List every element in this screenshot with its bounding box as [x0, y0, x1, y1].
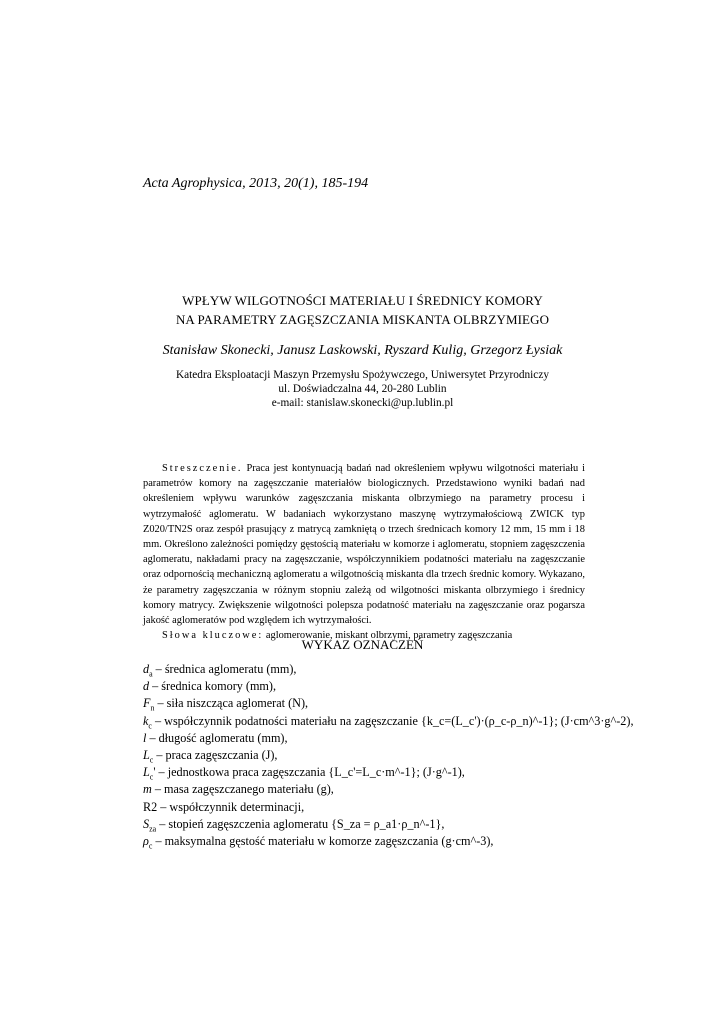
abstract: [143, 461, 585, 643]
abstract-text: Praca jest kontynuacją badań nad określeniem wpływu wilgotności materiału i parametrów komory na zagęszczanie materiałów biologicznych. Przedstawiono wyniki badań nad określeniem wpływu warunków zagęszczania miskanta olbrzymiego na parametry procesu i wytrzymałość aglomeratu. W badaniach wykorzystano maszynę wytrzymałościową ZWICK typ Z020/TN2S oraz zespół prasujący z matrycą zamkniętą o trzech średnicach komory 12 mm, 15 mm i 18 mm. Określono zależności pomiędzy gęstością materiału w komorze i aglomeratu, stopniem zagęszczenia aglomeratu, nakładami pracy na zagęszczanie, współczynnikiem podatności materiału na zagęszczanie oraz odpornością mechaniczną aglomeratu a wilgotnością miskanta dla trzech średnic komory. Wykazano, że parametry zagęszczania w różnym stopniu zależą od wilgotności miskanta olbrzymiego i średnicy komory matrycy. Zwiększenie wilgotności polepsza podatność materiału na zagęszczanie oraz pogarsza jakość aglomeratów pod względem ich wytrzymałości.: [143, 463, 585, 627]
symbol-item: $L_c'$ – jednostkowa praca zagęszczania {L_c'=L_c·m^-1}; (J·g^-1),: [143, 765, 465, 782]
affiliation-address: ul. Doświadczalna 44, 20-280 Lublin: [278, 383, 447, 395]
authors: Stanisław Skonecki, Janusz Laskowski, Ryszard Kulig, Grzegorz Łysiak: [162, 343, 563, 358]
keywords-text: aglomerowanie, miskant olbrzymi, parametry zagęszczania: [265, 630, 513, 642]
symbol-item: $L_c$ – praca zagęszczania (J),: [143, 748, 278, 765]
journal-citation: Acta Agrophysica, 2013, 20(1), 185-194: [143, 176, 369, 191]
abstract-body: [143, 461, 585, 628]
symbol-item: $d_a$ – średnica aglomeratu (mm),: [143, 662, 297, 679]
keywords-label: Słowa kluczowe:: [162, 630, 264, 642]
symbol-item: $k_c$ – współczynnik podatności materiału na zagęszczanie {k_c=(L_c')·(ρ_c-ρ_n)^-1}; (J·cm^3·g^-2),: [143, 713, 634, 731]
symbol-item: l – długość aglomeratu (mm),: [143, 730, 288, 745]
section-title: WYKAZ OZNACZEŃ: [301, 637, 424, 652]
symbol-item: m – masa zagęszczanego materiału (g),: [143, 782, 334, 797]
symbol-item: $\rho_c$ – maksymalna gęstość materiału w komorze zagęszczania (g·cm^-3),: [143, 834, 494, 851]
symbol-list: [143, 661, 634, 851]
abstract-label: Streszczenie.: [162, 463, 243, 474]
symbol-item: d – średnica komory (mm),: [143, 679, 277, 694]
symbol-item: R2 – współczynnik determinacji,: [143, 799, 305, 814]
paper-title-line-2: NA PARAMETRY ZAGĘSZCZANIA MISKANTA OLBRZYMIEGO: [175, 312, 550, 327]
affiliation-department: Katedra Eksploatacji Maszyn Przemysłu Spożywczego, Uniwersytet Przyrodniczy: [175, 369, 549, 381]
affiliation-email: e-mail: stanislaw.skonecki@up.lublin.pl: [271, 397, 454, 409]
symbol-item: $S_{za}$ – stopień zagęszczenia aglomeratu {S_za = ρ_a1·ρ_n^-1},: [143, 816, 445, 834]
symbol-item: $F_n$ – siła niszcząca aglomerat (N),: [143, 696, 309, 713]
paper-title-line-1: WPŁYW WILGOTNOŚCI MATERIAŁU I ŚREDNICY KOMORY: [182, 293, 543, 308]
